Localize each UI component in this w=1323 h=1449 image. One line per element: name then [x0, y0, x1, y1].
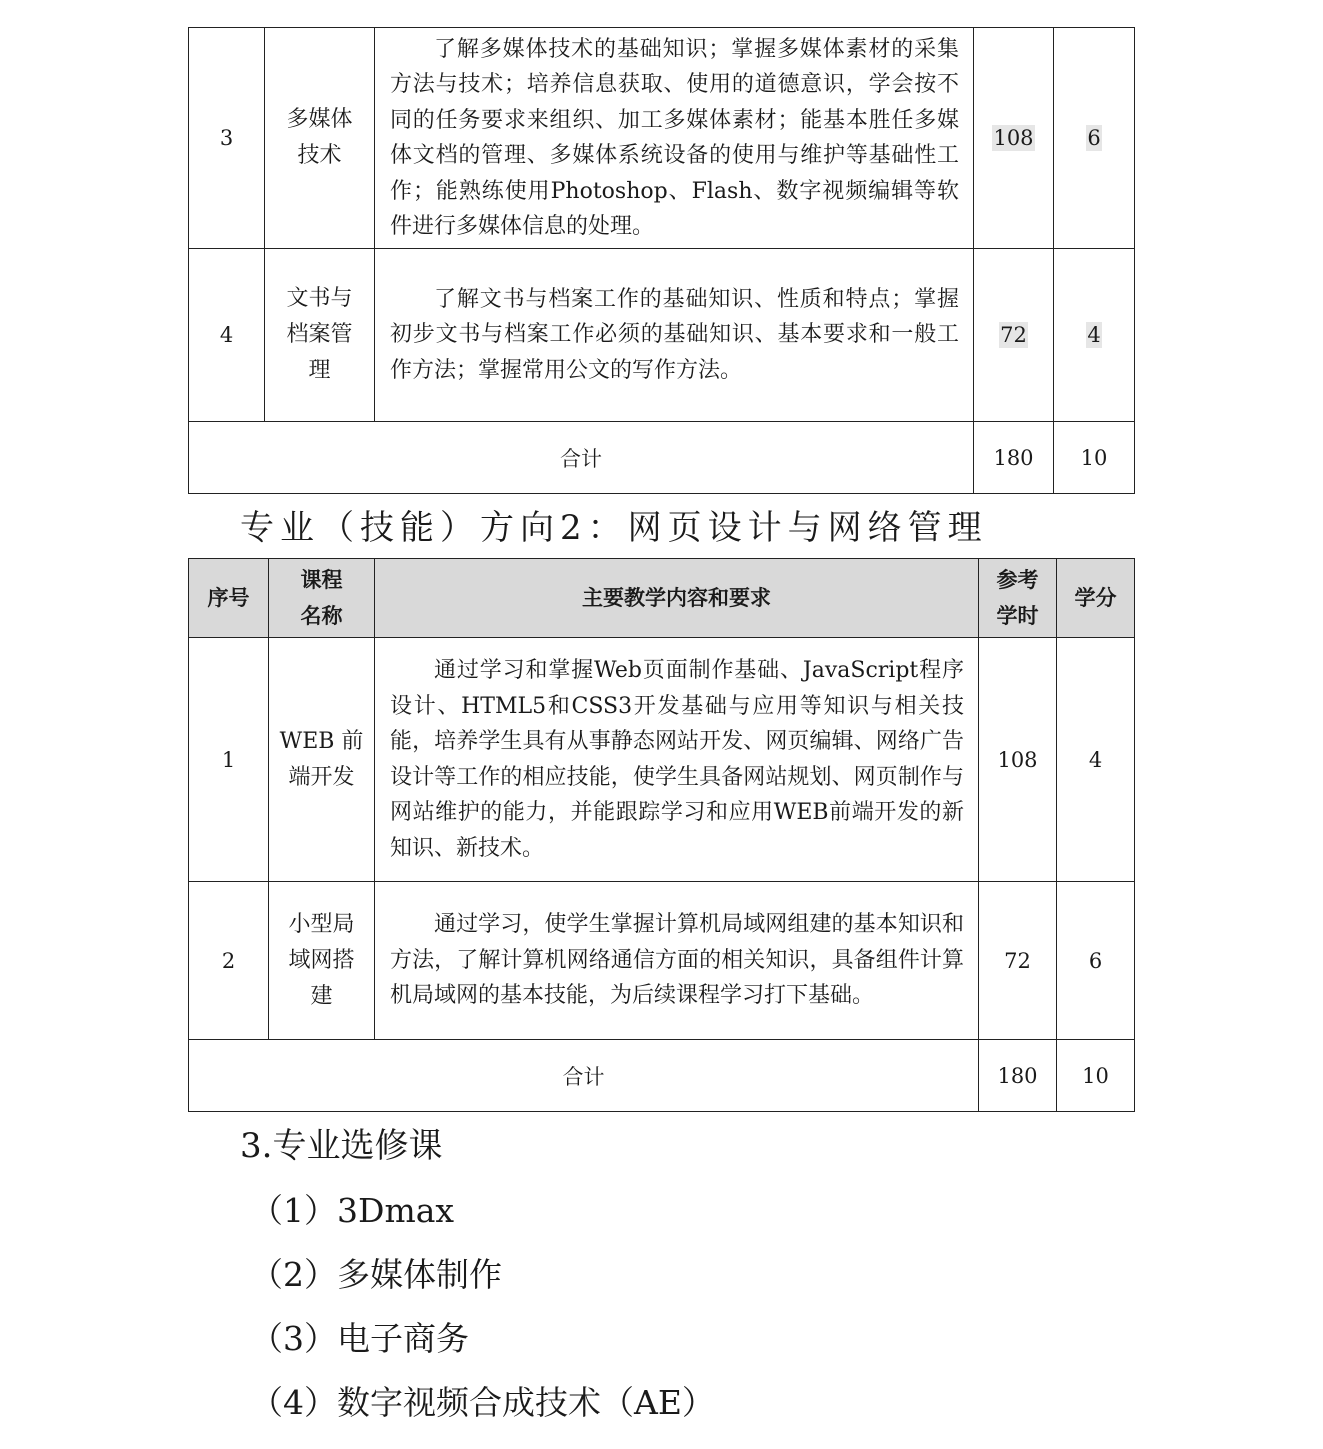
- course-description: 通过学习和掌握Web页面制作基础、JavaScript程序设计、HTML5和CSS3开发基础与应用等知识与相关技能，培养学生具有从事静态网站开发、网页编辑、网络广告设计等工作的相应技能，使学生具备网站规划、网页制作与网站维护的能力，并能跟踪学习和应用WEB前端开发的新知识、新技术。: [375, 638, 979, 882]
- credits: 4: [1057, 638, 1135, 882]
- list-item: （1）3Dmax: [250, 1191, 455, 1230]
- credits: 6: [1054, 28, 1135, 249]
- course-name: 多媒体 技术: [265, 28, 375, 249]
- course-description: 通过学习，使学生掌握计算机局域网组建的基本知识和方法，了解计算机网络通信方面的相关知识，具备组件计算机局域网的基本技能，为后续课程学习打下基础。: [375, 882, 979, 1040]
- total-row: [189, 422, 1135, 494]
- header-course-name: 课程 名称: [269, 559, 375, 638]
- row-number: 3: [189, 28, 265, 249]
- reference-hours: 108: [974, 28, 1054, 249]
- direction-2-heading: 专业（技能）方向2：网页设计与网络管理: [240, 508, 988, 548]
- row-number: 1: [189, 638, 269, 882]
- electives-heading: 3.专业选修课: [240, 1126, 443, 1166]
- credits: 4: [1054, 249, 1135, 422]
- credits: 6: [1057, 882, 1135, 1040]
- course-table-direction-1: [188, 27, 1135, 494]
- list-item: （3）电子商务: [250, 1319, 469, 1358]
- list-item: （4）数字视频合成技术（AE）: [250, 1383, 715, 1422]
- course-description: 了解多媒体技术的基础知识；掌握多媒体素材的采集方法与技术；培养信息获取、使用的道德意识，学会按不同的任务要求来组织、加工多媒体素材；能基本胜任多媒体文档的管理、多媒体系统设备的使用与维护等基础性工作；能熟练使用Photoshop、Flash、数字视频编辑等软件进行多媒体信息的处理。: [375, 28, 974, 249]
- reference-hours: 72: [979, 882, 1057, 1040]
- header-serial-number: 序号: [189, 559, 269, 638]
- total-credits: 10: [1054, 422, 1135, 494]
- table-row: [189, 882, 1135, 1040]
- row-number: 4: [189, 249, 265, 422]
- reference-hours: 108: [979, 638, 1057, 882]
- course-name: WEB 前 端开发: [269, 638, 375, 882]
- total-label: 合计: [189, 422, 974, 494]
- total-hours: 180: [974, 422, 1054, 494]
- table-header-row: [189, 559, 1135, 638]
- table-row: [189, 638, 1135, 882]
- list-item: （2）多媒体制作: [250, 1255, 502, 1294]
- table-row: [189, 28, 1135, 249]
- header-content: 主要教学内容和要求: [375, 559, 979, 638]
- electives-list: [250, 1180, 715, 1436]
- course-name: 文书与 档案管 理: [265, 249, 375, 422]
- reference-hours: 72: [974, 249, 1054, 422]
- table-row: [189, 249, 1135, 422]
- total-label: 合计: [189, 1040, 979, 1112]
- row-number: 2: [189, 882, 269, 1040]
- header-credits: 学分: [1057, 559, 1135, 638]
- course-description: 了解文书与档案工作的基础知识、性质和特点；掌握初步文书与档案工作必须的基础知识、基本要求和一般工作方法；掌握常用公文的写作方法。: [375, 249, 974, 422]
- total-row: [189, 1040, 1135, 1112]
- header-reference-hours: 参考 学时: [979, 559, 1057, 638]
- course-table-direction-2: [188, 558, 1135, 1112]
- total-credits: 10: [1057, 1040, 1135, 1112]
- course-name: 小型局 域网搭 建: [269, 882, 375, 1040]
- total-hours: 180: [979, 1040, 1057, 1112]
